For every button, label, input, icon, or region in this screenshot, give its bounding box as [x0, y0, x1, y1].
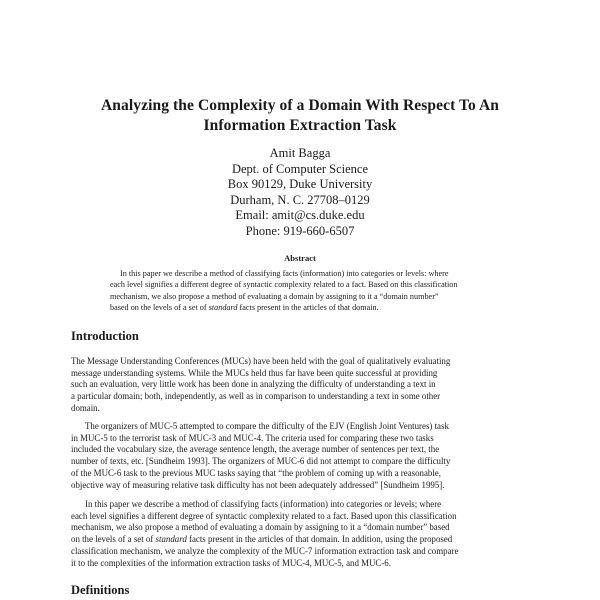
title-line: Information Extraction Task	[203, 117, 397, 134]
section-heading-definitions: Definitions	[71, 583, 130, 597]
paragraph-emphasis: standard	[155, 534, 187, 545]
abstract-line: In this paper we describe a method of classifying facts (information) into categories or levels: where	[120, 269, 449, 278]
author-affiliation-line: Durham, N. C. 27708–0129	[230, 192, 370, 207]
paragraph-line-text: on the levels of a set of	[71, 534, 156, 545]
paragraph-line: classification mechanism, we analyze the complexity of the MUC-7 information extraction task and compare	[71, 545, 459, 556]
paragraph-line: number of texts, etc. [Sundheim 1993]. The organizers of MUC-6 did not attempt to compare the difficulty	[71, 456, 451, 467]
paragraph-line: mechanism, we also propose a method of evaluating a domain by assigning to it a “domain number” based	[71, 522, 450, 533]
paragraph-line: message understanding systems. While the MUCs held thus far have been quite successful at providing	[71, 367, 438, 378]
paragraph-line: a particular domain; both, independently, as well as in comparison to understanding a text in some other	[71, 391, 441, 402]
paragraph-line: such an evaluation, very little work has been done in analyzing the difficulty of understanding a text in	[71, 379, 436, 390]
author-email: Email: amit@cs.duke.edu	[235, 208, 365, 223]
intro-paragraph-2	[71, 421, 533, 491]
abstract-line: each level signifies a different degree of syntactic complexity related to a fact. Based on this classification	[110, 280, 458, 290]
intro-paragraph-1	[71, 356, 533, 415]
paragraph-line-text: facts present in the articles of that domain. In addition, using the proposed	[186, 534, 453, 545]
title-line: Analyzing the Complexity of a Domain With Respect To An	[100, 97, 500, 114]
paragraph-line	[71, 534, 533, 546]
paragraph-line: The Message Understanding Conferences (MUCs) have been held with the goal of qualitatively evaluating	[71, 356, 451, 366]
paragraph-line: In this paper we describe a method of classifying facts (information) into categories or levels; where	[85, 499, 442, 509]
author-affiliation-line: Box 90129, Duke University	[227, 177, 373, 192]
author-affiliation-line: Dept. of Computer Science	[231, 161, 369, 176]
abstract-body	[110, 268, 494, 313]
abstract-line-text: facts present in the articles of that domain.	[237, 302, 379, 312]
abstract-line	[110, 302, 494, 313]
paragraph-line: domain.	[71, 402, 100, 413]
paragraph-line: The organizers of MUC-5 attempted to compare the difficulty of the EJV (English Joint Ventures) task	[85, 421, 449, 431]
abstract-line: mechanism, we also propose a method of evaluating a domain by assigning to it a “domain number”	[110, 291, 439, 301]
abstract-line-text: based on the levels of a set of	[110, 302, 209, 312]
author-name: Amit Bagga	[269, 146, 331, 160]
paragraph-line: objective way of measuring relative task difficulty has not been adequately addressed” [Sundheim 1995].	[71, 479, 445, 490]
abstract-heading: Abstract	[284, 253, 316, 263]
paragraph-line: in MUC-5 to the terrorist task of MUC-3 and MUC-4. The criteria used for comparing these two tasks	[71, 432, 434, 443]
section-heading-introduction: Introduction	[71, 329, 139, 343]
paragraph-line: each level signifies a different degree of syntactic complexity related to a fact. Based upon this classification	[71, 510, 457, 521]
author-phone: Phone: 919-660-6507	[245, 223, 355, 238]
intro-paragraph-3	[71, 499, 533, 569]
paper-title	[60, 96, 540, 136]
paragraph-line: included the vocabulary size, the average sentence length, the average number of sentences per text, the	[71, 444, 440, 455]
paragraph-line: it to the complexities of the information extraction tasks of MUC-4, MUC-5, and MUC-6.	[71, 557, 391, 568]
abstract-emphasis: standard	[208, 302, 238, 312]
author-block	[150, 146, 450, 240]
paragraph-line: of the MUC-6 task to the previous MUC tasks saying that “the problem of coming up with a reasonable,	[71, 467, 441, 478]
